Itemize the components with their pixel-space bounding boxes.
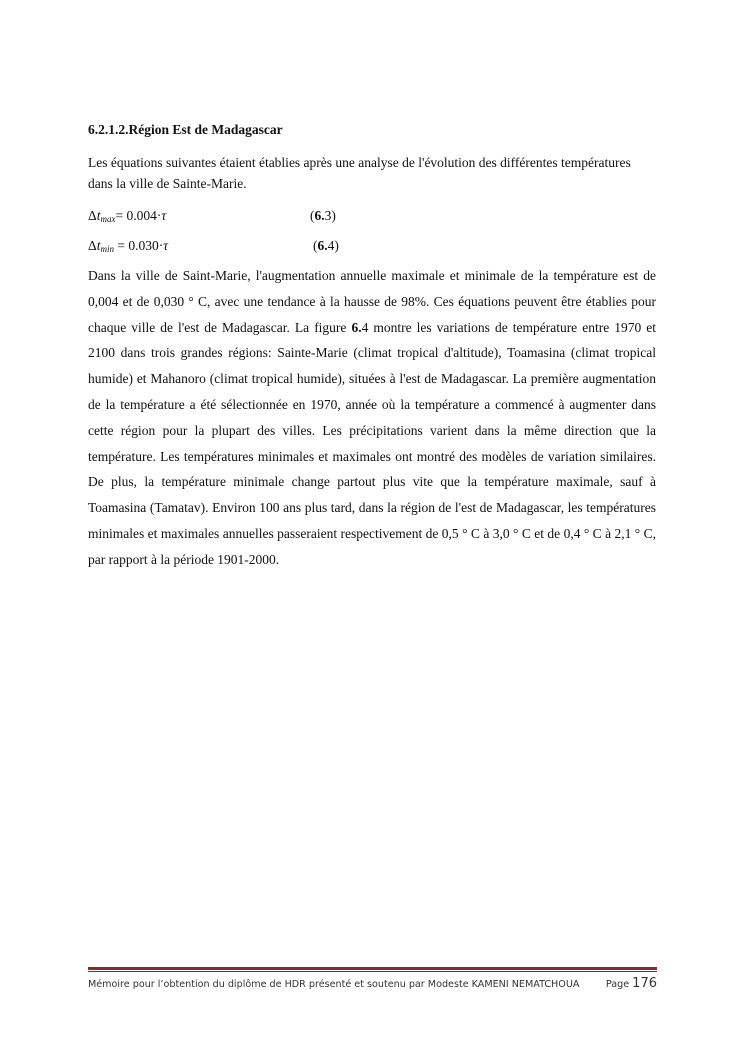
equation-rhs: = 0.004· bbox=[115, 208, 162, 223]
equation-number-chapter: 6. bbox=[314, 208, 325, 223]
tau-symbol: τ bbox=[163, 238, 169, 253]
equation-expression bbox=[88, 206, 166, 229]
equation-variable: t bbox=[96, 238, 101, 253]
body-paragraph bbox=[88, 263, 656, 573]
delta-symbol: Δ bbox=[88, 208, 97, 223]
page-label: Page bbox=[605, 979, 630, 990]
page-number: 176 bbox=[632, 976, 657, 991]
footer-rule-thin bbox=[88, 971, 657, 972]
equation-number bbox=[313, 236, 339, 256]
tau-symbol: τ bbox=[161, 208, 167, 223]
body-text-part1: Dans la ville de Saint-Marie, l'augmentation annuelle maximale et minimale de la température est de 0,004 et de 0,030 ° C, avec une tendance à la hausse de 98%. Ces équations peuvent être établies pour chaque ville de l'est de Madagascar. La figure bbox=[88, 268, 656, 335]
section-heading: 6.2.1.2.Région Est de Madagascar bbox=[88, 122, 283, 137]
equation-number-rest: 4) bbox=[327, 238, 339, 253]
equation-number-open: ( bbox=[313, 238, 318, 253]
equation-rhs: = 0.030· bbox=[113, 238, 164, 253]
intro-paragraph: Les équations suivantes étaient établies après une analyse de l'évolution des différentes températures dans la ville de Sainte-Marie. bbox=[88, 155, 631, 191]
page-footer bbox=[88, 976, 657, 996]
equation-number-chapter: 6. bbox=[317, 238, 328, 253]
body-text-part2: 4 montre les variations de température entre 1970 et 2100 dans trois grandes régions: Sainte-Marie (climat tropical d'altitude), Toamasina (climat tropical humide) et Mahanoro (climat tropical humide), situées à l'est de Madagascar. La première augmentation de la température a été sélectionnée en 1970, année où la température a commencé à augmenter dans cette région pour la plupart des villes. Les précipitations varient dans la même direction que la température. Les températures minimales et maximales ont montré des modèles de variation similaires. De plus, la température minimale change partout plus vite que la température maximale, sauf à Toamasina (Tamatav). Environ 100 ans plus tard, dans la région de l'est de Madagascar, les températures minimales et maximales annuelles passeraient respectivement de 0,5 ° C à 3,0 ° C et de 0,4 ° C à 2,1 ° C, par rapport à la période 1901-2000. bbox=[88, 319, 656, 567]
equation-subscript: min bbox=[100, 244, 114, 254]
figure-reference: 6. bbox=[351, 319, 362, 335]
equation-6-3 bbox=[88, 206, 408, 226]
footer-text: Mémoire pour l’obtention du diplôme de HDR présenté et soutenu par Modeste KAMENI NEMATCHOUA bbox=[88, 979, 580, 990]
equation-number-open: ( bbox=[310, 208, 315, 223]
equation-subscript: max bbox=[100, 214, 116, 224]
footer-rule-thick bbox=[88, 967, 657, 970]
page-number-group bbox=[606, 976, 657, 991]
equation-variable: t bbox=[96, 208, 101, 223]
equation-number-rest: 3) bbox=[324, 208, 336, 223]
equation-number bbox=[310, 206, 336, 226]
equation-6-4 bbox=[88, 236, 408, 256]
delta-symbol: Δ bbox=[88, 238, 97, 253]
equation-expression bbox=[88, 236, 168, 259]
